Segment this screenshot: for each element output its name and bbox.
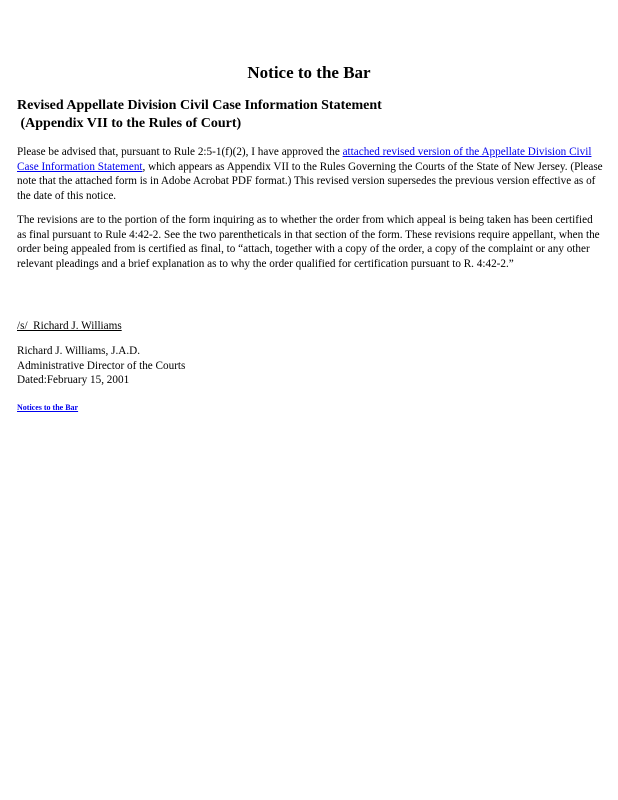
paragraph1-text-end: , which appears as Appendix VII to the Rules Governing the Courts of the State of New Jersey. (Please note that the attached form is in Adobe Acrobat PDF format.) This revised version supersedes the previous version effective as of the date of this notice. — [17, 160, 603, 202]
notice-paragraph-revisions: The revisions are to the portion of the form inquiring as to whether the order from which appeal is being taken has been certified as final pursuant to Rule 4:42-2. See the two parentheticals in that section of the form. These revisions require appellant, when the order being appealed from is certified as final, to “attach, together with a copy of the order, a copy of the complaint or any other relevant pleadings and a brief explanation as to why the order qualified for certification pursuant to R. 4:42-2.” — [17, 214, 600, 270]
notice-subheading — [17, 97, 607, 133]
signature-line: /s/ Richard J. Williams — [17, 320, 122, 332]
subheading-line-1: Revised Appellate Division Civil Case Information Statement — [17, 98, 382, 113]
paragraph1-text-start: Please be advised that, pursuant to Rule 2:5-1(f)(2), I have approved the — [17, 146, 343, 158]
notices-to-the-bar-link[interactable]: Notices to the Bar — [17, 403, 79, 412]
signer-name: Richard J. Williams, J.A.D. — [17, 345, 141, 357]
signer-block — [17, 344, 185, 388]
revised-statement-link[interactable]: attached revised version of the Appellate Division Civil Case Information Statement — [17, 146, 592, 173]
page-title: Notice to the Bar — [247, 63, 371, 82]
notice-date: Dated:February 15, 2001 — [17, 374, 130, 386]
notice-paragraph-approval — [17, 145, 603, 203]
subheading-line-2: (Appendix VII to the Rules of Court) — [17, 116, 242, 131]
signer-position: Administrative Director of the Courts — [17, 359, 186, 372]
